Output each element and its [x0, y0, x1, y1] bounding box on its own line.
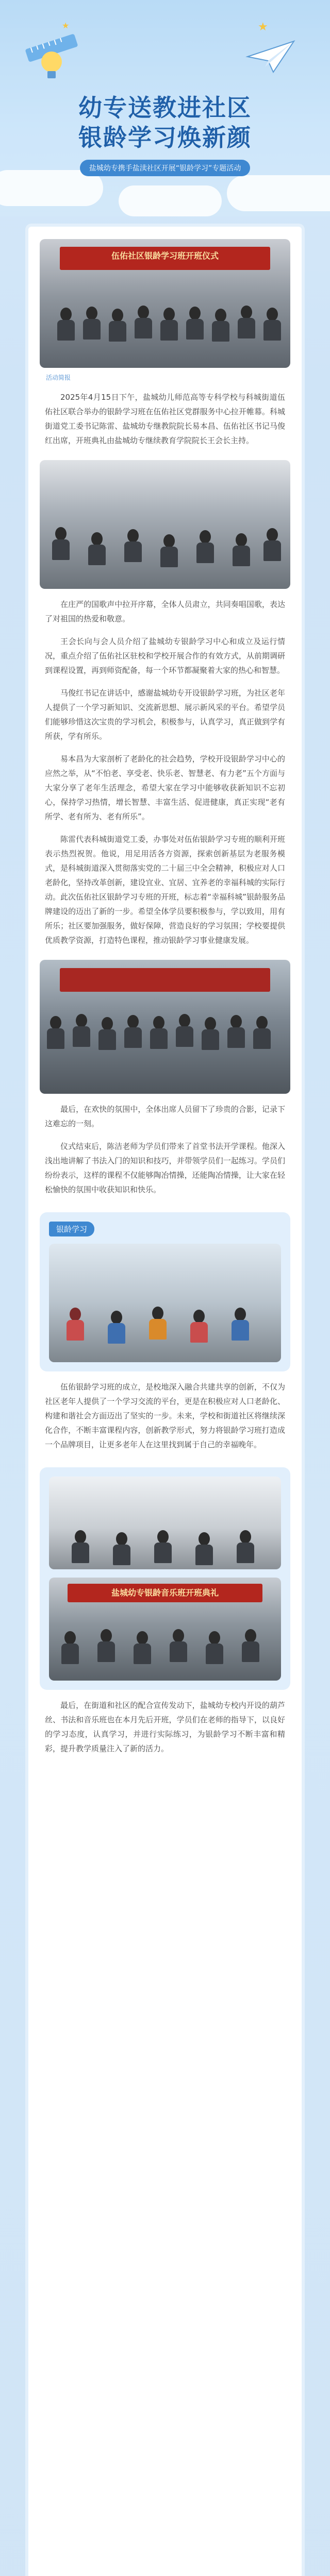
- photo-banner: [60, 968, 270, 992]
- article-card: [28, 227, 302, 2576]
- gallery-tag: 银龄学习: [49, 1222, 94, 1236]
- paragraph-5: 易本昌为大家剖析了老龄化的社会趋势，学校开设银龄学习中心的应然之举，从“不怕老、享受老、快乐老、智慧老、有力老”五个方面与大家分享了老年生活理念，希望大家在学习中能够收获新知识不忘初心，保持学习热情，增长智慧、丰富生活、促进健康，真正实现“老有所学、老有所为、老有所乐”。: [45, 754, 285, 821]
- photo-classroom: [49, 1477, 281, 1569]
- photo-gallery-frame-2: [40, 1467, 290, 1690]
- header-banner: [0, 0, 330, 216]
- photo-meeting-room: [40, 460, 290, 589]
- paragraph-9: 伍佑银龄学习班的成立，是校地深入融合共建共享的创新，不仅为社区老年人提供了一个学习交流的平台，更是在积极应对人口老龄化、构建和谐社会方面迈出了坚实的一步。未来，学校和街道社区将继续深化合作，不断丰富课程内容，创新教学形式，努力将银龄学习班打造成一个品牌项目，让更多老年人在这里找到属于自己的幸福晚年。: [45, 1382, 285, 1449]
- page-title-line2: 银龄学习焕新颜: [78, 124, 252, 151]
- paragraph-7: 最后，在欢快的氛围中，全体出席人员留下了珍贵的合影，记录下这难忘的一刻。: [45, 1105, 285, 1128]
- activity-tag: 活动简报: [46, 374, 71, 381]
- paragraph-6: 陈雷代表科城街道党工委，办事处对伍佑银龄学习专班的顺利开班表示热烈祝贺。他说，用足用活各方资源，探索创新基层为老服务模式，是科城街道深入贯彻落实党的二十届三中全会精神，积极应对人口老龄化，坚持改革创新，建设宜业、宜居、宜养老的幸福科城的实际行动。此次伍佑社区银龄学习专班的开班，标志着“幸福科城”银龄服务品牌建设的迈出了新的一步。希望全体学员要积极参与，学以致用，用有所乐；社区要加强服务，做好保障，营造良好的学习氛围；学校要提供优质教学资源，打造特色课程，推动银龄学习事业健康发展。: [45, 835, 285, 945]
- star-icon: ★: [258, 21, 268, 33]
- photo-outdoor-dance: [49, 1244, 281, 1362]
- photo-gallery-frame: [40, 1212, 290, 1371]
- star-icon: ★: [62, 21, 70, 30]
- photo-group: [40, 960, 290, 1094]
- paragraph-2: 在庄严的国歌声中拉开序幕，全体人员肃立，共同奏唱国歌，表达了对祖国的热爱和敬意。: [45, 600, 285, 623]
- paper-plane-icon: [242, 36, 299, 77]
- paragraph-3: 王会长向与会人员介绍了盐城幼专银龄学习中心和成立及运行情况，重点介绍了伍佑社区驻校和学校开展合作的有效方式，从前期调研到课程设置，再到师资配备，每一个环节都凝聚着大家的热心和智慧。: [45, 637, 285, 675]
- paragraph-4: 马俊红书记在讲话中，感谢盐城幼专开设银龄学习班，为社区老年人提供了一个学习新知识、交流新思想、展示新风采的平台。希望学员们能够珍惜这次宝贵的学习机会，积极参与，认真学习，真正做到学有所获，学有所乐。: [45, 688, 285, 741]
- photo-crowd: [40, 297, 290, 368]
- paragraph-10: 最后，在街道和社区的配合宣传发动下，盐城幼专校内开设的葫芦丝、书法和音乐班也在本月先后开班，学员们在老师的指导下，以良好的学习态度，认真学习，并进行实际练习，为银龄学习不断丰富和精彩，提升教学质量注入了新的活力。: [45, 1701, 285, 1753]
- page-subtitle: 盐城幼专携手盐渎社区开展“银龄学习”专题活动: [80, 160, 251, 176]
- photo-banner: 盐城幼专银龄音乐班开班典礼: [68, 1584, 262, 1602]
- title-block: [36, 93, 294, 201]
- lightbulb-icon: [36, 46, 67, 88]
- paragraph-1: 2025年4月15日下午，盐城幼儿师范高等专科学校与科城街道伍佑社区联合举办的银龄学习班在伍佑社区党群服务中心拉开帷幕。科城街道党工委书记陈雷、盐城幼专继教院院长易本昌、伍佑社区书记马俊红出席，开班典礼由盐城幼专继续教育学院院长王会长主持。: [45, 393, 285, 445]
- photo-banner: 伍佑社区银龄学习班开班仪式: [60, 247, 270, 270]
- photo-music-class: [49, 1578, 281, 1681]
- paragraph-8: 仪式结束后，陈洁老师为学员们带来了首堂书法开学课程。他深入浅出地讲解了书法入门的知识和技巧，并带领学员们一起练习。学员们纷纷表示，这样的课程不仅能够陶冶情操，还能陶冶情操，让大家在轻松愉快的氛围中收获知识和快乐。: [45, 1142, 285, 1194]
- page-title-line1: 幼专送教进社区: [78, 94, 252, 121]
- photo-opening-ceremony: [40, 239, 290, 368]
